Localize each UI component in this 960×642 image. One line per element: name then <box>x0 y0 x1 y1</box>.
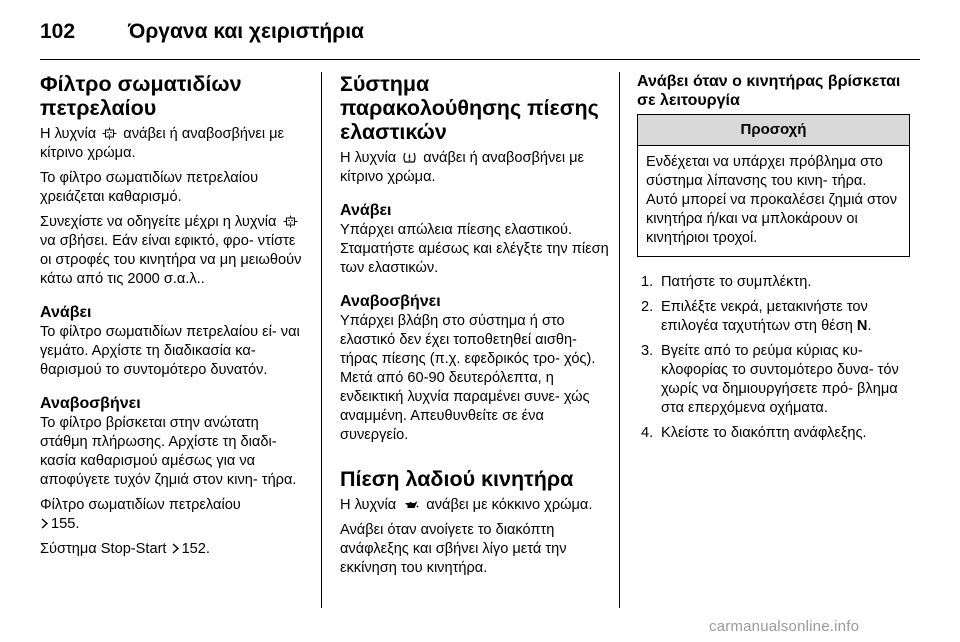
section-heading-diesel-filter: Φίλτρο σωματιδίων πετρελαίου <box>40 72 242 120</box>
paragraph: Συνεχίστε να οδηγείτε μέχρι η λυχνία να σβήσει. Εάν είναι εφικτό, φρο- ντίστε οι στροφές του κινητήρα να μη μειωθούν κάτω από τις 2000 σ.α.λ.. <box>40 214 302 287</box>
header-rule <box>40 59 920 60</box>
paragraph: Το φίλτρο βρίσκεται στην ανώτατη στάθμη πλήρωσης. Αρχίστε τη διαδι- κασία καθαρισμού αμέσως για να αποφύγετε τυχόν ζημιά στον κινη- τήρα. <box>40 415 297 488</box>
oil-can-icon <box>402 498 420 511</box>
cross-reference[interactable]: Φίλτρο σωματιδίων πετρελαίου 155. <box>40 497 241 532</box>
subheading-lights: Ανάβει <box>340 202 392 219</box>
watermark: carmanualsonline.info <box>709 618 860 635</box>
page-header <box>40 14 920 54</box>
paragraph: Το φίλτρο σωματιδίων πετρελαίου εί- ναι γεμάτο. Αρχίστε τη διαδικασία κα- θαρισμού το συντομότερο δυνατόν. <box>40 324 300 378</box>
section-heading-oil-pressure: Πίεση λαδιού κινητήρα <box>340 467 574 491</box>
paragraph: Ανάβει όταν ανοίγετε το διακόπτη ανάφλεξης και σβήνει λίγο μετά την εκκίνηση του κινητήρα. <box>340 522 567 576</box>
paragraph: Υπάρχει βλάβη στο σύστημα ή στο ελαστικό δεν έχει τοποθετηθεί αισθη- τήρας πίεσης (π.χ. εφεδρικός τρο- χός). Μετά από 60-90 δευτερόλεπτα, η ενδεικτική λυχνία παραμένει συνε- χώς αναμμένη. Απευθυνθείτε σε ένα συνεργείο. <box>340 313 596 443</box>
list-item: 2. Επιλέξτε νεκρά, μετακινήστε τον επιλογέα ταχυτήτων στη θέση N. <box>641 299 872 334</box>
cross-reference[interactable]: Σύστημα Stop-Start 152. <box>40 541 210 557</box>
caution-title: Προσοχή <box>638 115 909 146</box>
caution-text: Ενδέχεται να υπάρχει πρόβλημα στο σύστημα λίπανσης του κινη- τήρα. Αυτό μπορεί να προκαλέσει ζημιά στον κινητήρα ή/και να μπλοκάρουν οι κινητήριοι τροχοί. <box>646 154 897 246</box>
subheading-flashes: Αναβοσβήνει <box>340 293 441 310</box>
caution-box <box>637 114 910 257</box>
list-item: 3. Βγείτε από το ρεύμα κύριας κυ- κλοφορίας το συντομότερο δυνα- τόν χωρίς να δημιουργήσετε πρό- βλημα στα επερχόμενα οχήματα. <box>641 343 899 416</box>
running-title: Όργανα και χειριστήρια <box>128 20 364 43</box>
column-diesel-filter <box>40 72 310 565</box>
column-divider-1 <box>321 72 322 608</box>
page-number: 102 <box>40 20 76 43</box>
page-reference-icon <box>40 518 49 529</box>
diesel-filter-icon <box>283 215 298 228</box>
paragraph: Υπάρχει απώλεια πίεσης ελαστικού. Σταματήστε αμέσως και ελέγξτε την πίεση των ελαστικών. <box>340 222 609 276</box>
list-item: 4. Κλείστε το διακόπτη ανάφλεξης. <box>641 425 867 441</box>
column-engine-running <box>637 72 910 449</box>
page-reference-icon <box>171 543 180 554</box>
subheading-engine-running: Ανάβει όταν ο κινητήρας βρίσκεται σε λειτουργία <box>637 73 901 109</box>
column-divider-2 <box>619 72 620 608</box>
tire-pressure-icon <box>402 151 417 164</box>
diesel-filter-icon <box>102 127 117 140</box>
section-heading-tire-pressure: Σύστημα παρακολούθησης πίεσης ελαστικών <box>340 72 599 144</box>
column-tire-pressure <box>340 72 610 584</box>
paragraph: Η λυχνία ανάβει ή αναβοσβήνει με κίτρινο χρώμα. <box>340 150 585 185</box>
paragraph: Το φίλτρο σωματιδίων πετρελαίου χρειάζεται καθαρισμό. <box>40 170 259 205</box>
paragraph: Η λυχνία ανάβει με κόκκινο χρώμα. <box>340 497 593 513</box>
steps-list <box>637 273 910 443</box>
paragraph: Η λυχνία ανάβει ή αναβοσβήνει με κίτρινο χρώμα. <box>40 126 285 161</box>
subheading-flashes: Αναβοσβήνει <box>40 395 141 412</box>
list-item: 1. Πατήστε το συμπλέκτη. <box>641 274 812 290</box>
subheading-lights: Ανάβει <box>40 304 92 321</box>
